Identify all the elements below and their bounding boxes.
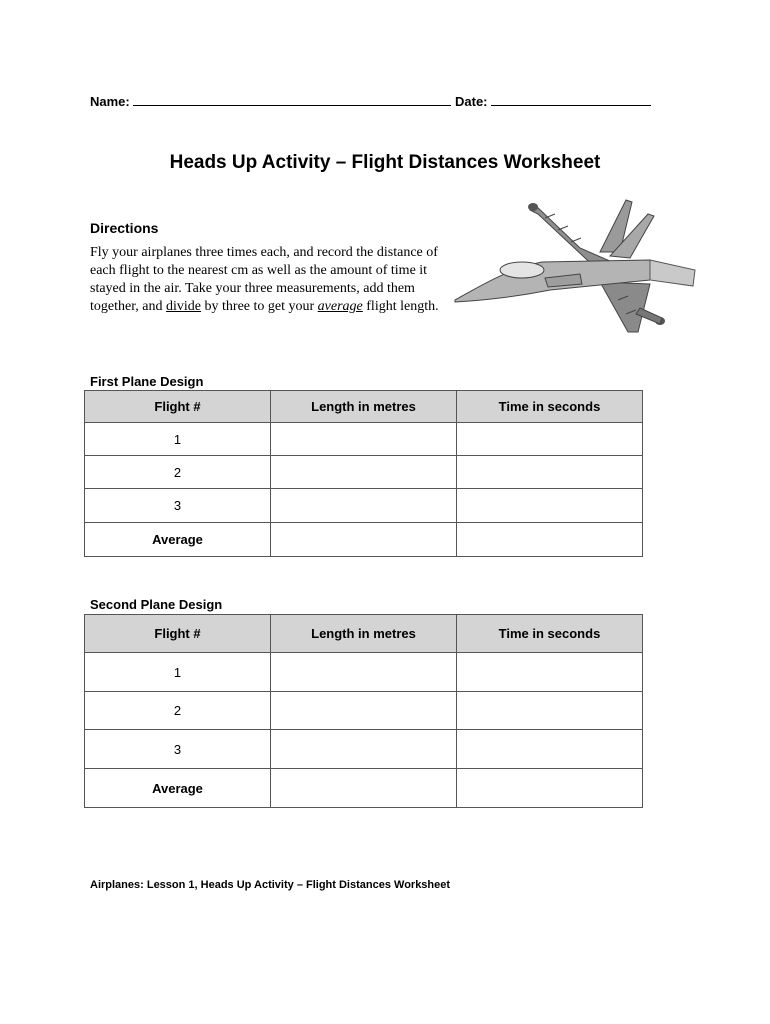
time-cell[interactable] bbox=[457, 423, 643, 456]
time-cell[interactable] bbox=[457, 730, 643, 769]
column-header: Flight # bbox=[85, 615, 271, 653]
time-cell[interactable] bbox=[457, 456, 643, 489]
length-cell[interactable] bbox=[271, 423, 457, 456]
average-label: Average bbox=[85, 769, 271, 808]
name-field[interactable] bbox=[133, 95, 451, 106]
directions-text: Fly your airplanes three times each, and record the distance of each flight to the nearest cm as well as the amount of time it stayed in the air. Take your three measurements, add them together, and divide by three to get your average flight length. bbox=[90, 245, 439, 314]
directions-heading: Directions bbox=[90, 220, 159, 236]
divide-word: divide bbox=[166, 299, 202, 314]
time-cell[interactable] bbox=[457, 489, 643, 523]
table-row bbox=[85, 423, 643, 456]
time-cell[interactable] bbox=[457, 769, 643, 808]
flight-number: 2 bbox=[85, 456, 271, 489]
jet-airplane-image bbox=[450, 190, 700, 340]
column-header: Length in metres bbox=[271, 391, 457, 423]
first-plane-heading: First Plane Design bbox=[90, 374, 204, 389]
time-cell[interactable] bbox=[457, 653, 643, 692]
date-field[interactable] bbox=[491, 95, 651, 106]
table-row bbox=[85, 653, 643, 692]
flight-number: 3 bbox=[85, 730, 271, 769]
average-label: Average bbox=[85, 523, 271, 557]
page-title: Heads Up Activity – Flight Distances Worksheet bbox=[169, 152, 601, 173]
column-header: Time in seconds bbox=[457, 391, 643, 423]
page-footer: Airplanes: Lesson 1, Heads Up Activity – Flight Distances Worksheet bbox=[90, 879, 451, 891]
length-cell[interactable] bbox=[271, 730, 457, 769]
column-header: Time in seconds bbox=[457, 615, 643, 653]
flight-number: 1 bbox=[85, 423, 271, 456]
table-row bbox=[85, 692, 643, 730]
length-cell[interactable] bbox=[271, 489, 457, 523]
first-plane-table bbox=[84, 390, 643, 557]
length-cell[interactable] bbox=[271, 692, 457, 730]
worksheet-header bbox=[90, 94, 670, 109]
length-cell[interactable] bbox=[271, 769, 457, 808]
flight-number: 1 bbox=[85, 653, 271, 692]
table-row bbox=[85, 456, 643, 489]
table-row bbox=[85, 489, 643, 523]
flight-number: 3 bbox=[85, 489, 271, 523]
second-plane-heading: Second Plane Design bbox=[90, 597, 223, 612]
flight-number: 2 bbox=[85, 692, 271, 730]
name-label: Name: bbox=[90, 94, 130, 109]
second-plane-table bbox=[84, 614, 643, 808]
table-row bbox=[85, 730, 643, 769]
length-cell[interactable] bbox=[271, 653, 457, 692]
table-row bbox=[85, 769, 643, 808]
date-label: Date: bbox=[455, 94, 488, 109]
table-header-row bbox=[85, 391, 643, 423]
time-cell[interactable] bbox=[457, 692, 643, 730]
time-cell[interactable] bbox=[457, 523, 643, 557]
table-header-row bbox=[85, 615, 643, 653]
average-word: average bbox=[317, 299, 363, 314]
length-cell[interactable] bbox=[271, 456, 457, 489]
column-header: Length in metres bbox=[271, 615, 457, 653]
column-header: Flight # bbox=[85, 391, 271, 423]
length-cell[interactable] bbox=[271, 523, 457, 557]
table-row bbox=[85, 523, 643, 557]
